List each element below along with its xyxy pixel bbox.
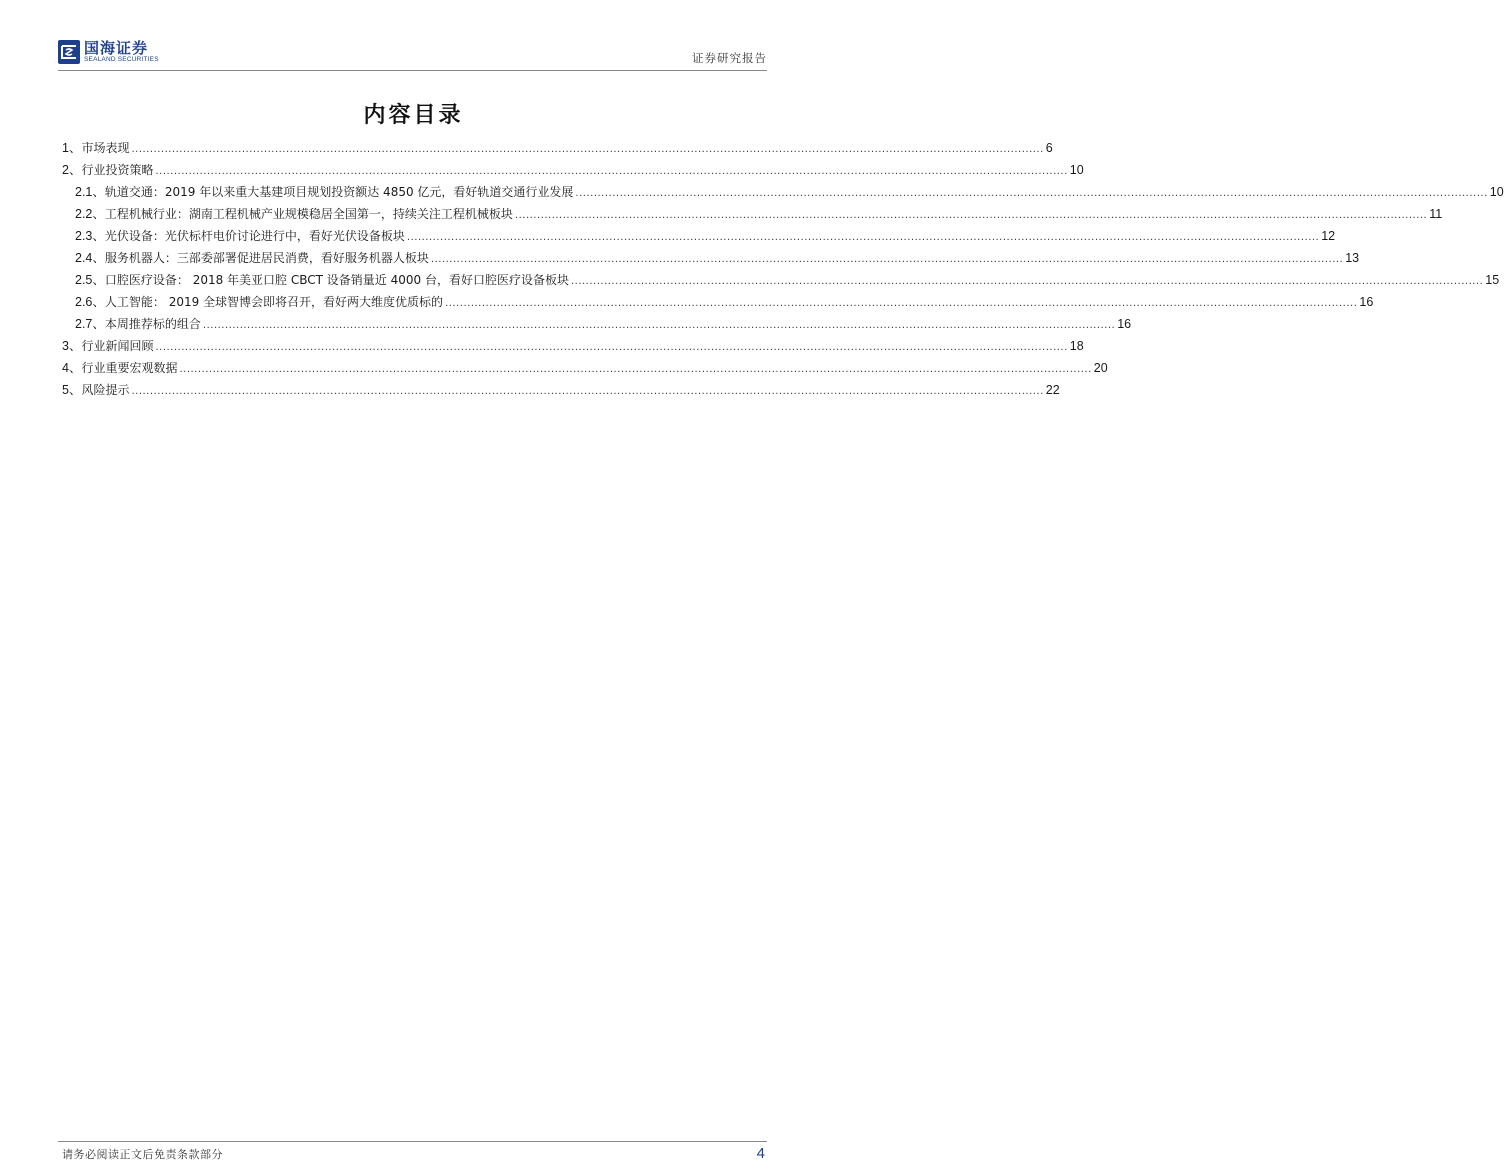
page-header [58, 36, 767, 70]
toc-leader-dots [155, 161, 1067, 183]
toc-leader-dots [431, 249, 1343, 271]
toc-entry-page: 22 [1045, 383, 1060, 397]
toc-entry-page: 11 [1429, 207, 1443, 221]
toc-entry-label: 行业重要宏观数据 [81, 361, 178, 375]
toc-leader-dots [571, 271, 1483, 293]
toc-entry-5[interactable] [62, 379, 1060, 401]
toc-entry-number: 2.4、 [75, 251, 105, 265]
footer-divider [58, 1141, 767, 1142]
toc-entry-2-1[interactable] [62, 181, 1504, 203]
logo-chinese-name: 国海证券 [84, 39, 149, 57]
sealand-logo-icon [58, 40, 80, 64]
toc-entry-2-4[interactable] [62, 247, 1360, 269]
toc-entry-2-3[interactable] [62, 225, 1336, 247]
toc-leader-dots [131, 381, 1043, 403]
toc-entry-4[interactable] [62, 357, 1108, 379]
toc-entry-page: 16 [1117, 317, 1132, 331]
disclaimer-note: 请务必阅读正文后免责条款部分 [62, 1148, 223, 1161]
toc-entry-page: 13 [1345, 251, 1360, 265]
toc-entry-label: 轨道交通：2019 年以来重大基建项目规划投资额达 4850 亿元，看好轨道交通行业发展 [104, 185, 574, 199]
toc-leader-dots [575, 183, 1487, 205]
toc-title: 内容目录 [363, 103, 464, 128]
toc-entry-2-5[interactable] [62, 269, 1500, 291]
toc-leader-dots [445, 293, 1357, 315]
toc-entry-label: 风险提示 [81, 383, 130, 397]
toc-entry-number: 2.5、 [75, 273, 105, 287]
toc-entry-number: 4、 [62, 361, 82, 375]
toc-entry-3[interactable] [62, 335, 1084, 357]
toc-entry-2-7[interactable] [62, 313, 1132, 335]
toc-entry-page: 16 [1359, 295, 1374, 309]
toc-entry-number: 1、 [62, 141, 82, 155]
table-of-contents [62, 137, 1504, 401]
toc-entry-page: 18 [1069, 339, 1084, 353]
toc-entry-number: 5、 [62, 383, 82, 397]
toc-entry-number: 2.7、 [75, 317, 105, 331]
report-type-label: 证券研究报告 [692, 51, 767, 65]
page-number: 4 [756, 1145, 765, 1162]
toc-entry-label: 行业新闻回顾 [81, 339, 154, 353]
toc-entry-page: 20 [1093, 361, 1108, 375]
toc-entry-label: 服务机器人：三部委部署促进居民消费，看好服务机器人板块 [104, 251, 429, 265]
toc-entry-page: 10 [1069, 163, 1084, 177]
toc-entry-number: 3、 [62, 339, 82, 353]
toc-entry-page: 10 [1489, 185, 1504, 199]
toc-leader-dots [407, 227, 1319, 249]
toc-entry-page: 12 [1321, 229, 1336, 243]
toc-entry-number: 2.3、 [75, 229, 105, 243]
toc-entry-label: 口腔医疗设备： 2018 年美亚口腔 CBCT 设备销量近 4000 台，看好口腔医疗设备板块 [104, 273, 569, 287]
toc-entry-label: 人工智能： 2019 全球智博会即将召开，看好两大维度优质标的 [104, 295, 444, 309]
logo-english-name: SEALAND SECURITIES [84, 56, 159, 63]
toc-entry-number: 2.1、 [75, 185, 105, 199]
toc-entry-1[interactable] [62, 137, 1053, 159]
toc-entry-label: 光伏设备：光伏标杆电价讨论进行中，看好光伏设备板块 [104, 229, 405, 243]
toc-entry-number: 2、 [62, 163, 82, 177]
toc-entry-label: 工程机械行业：湖南工程机械产业规模稳居全国第一，持续关注工程机械板块 [104, 207, 513, 221]
toc-entry-2[interactable] [62, 159, 1084, 181]
header-divider [58, 70, 767, 71]
toc-entry-number: 2.2、 [75, 207, 105, 221]
toc-entry-number: 2.6、 [75, 295, 105, 309]
toc-entry-label: 市场表现 [81, 141, 130, 155]
toc-leader-dots [179, 359, 1091, 381]
toc-leader-dots [131, 139, 1043, 161]
toc-entry-2-2[interactable] [62, 203, 1443, 225]
toc-entry-page: 6 [1045, 141, 1053, 155]
toc-leader-dots [515, 205, 1427, 227]
toc-leader-dots [155, 337, 1067, 359]
company-logo [58, 36, 159, 68]
toc-entry-2-6[interactable] [62, 291, 1374, 313]
toc-entry-page: 15 [1485, 273, 1500, 287]
toc-entry-label: 本周推荐标的组合 [104, 317, 201, 331]
toc-entry-label: 行业投资策略 [81, 163, 154, 177]
toc-leader-dots [203, 315, 1115, 337]
